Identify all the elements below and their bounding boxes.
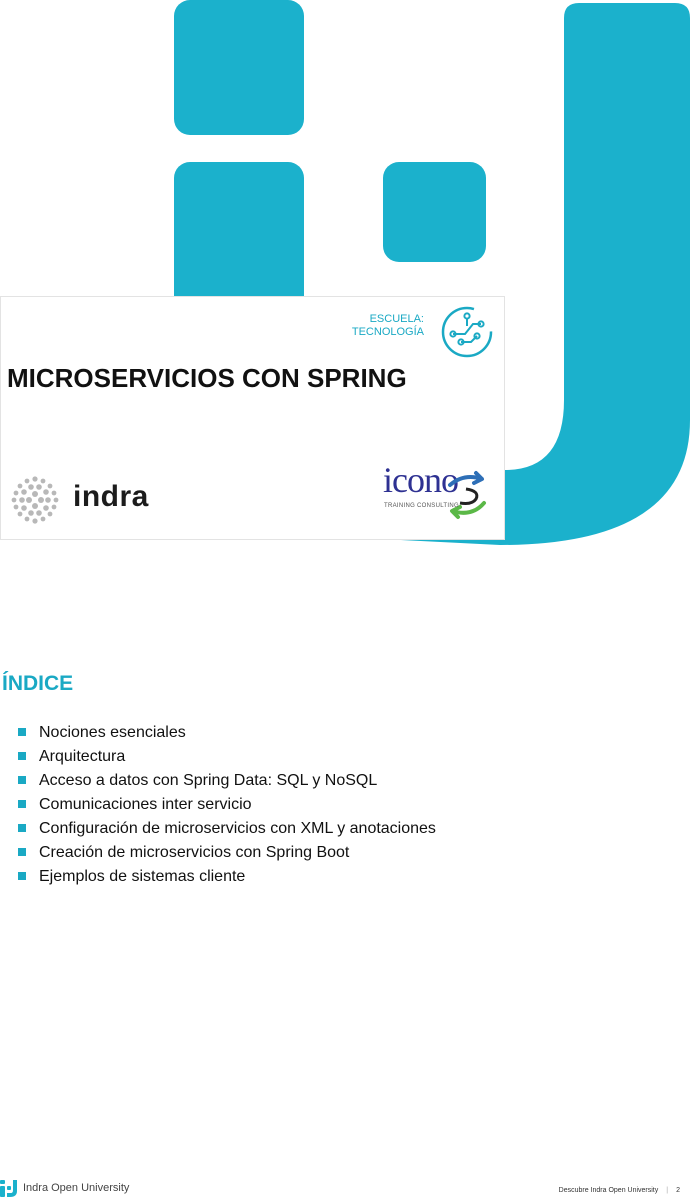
index-item [18,769,436,793]
indra-logo-text: indra [73,480,149,513]
index-item [18,865,436,889]
index-item [18,793,436,817]
index-item-label: Comunicaciones inter servicio [39,796,252,813]
index-item-label: Configuración de microservicios con XML y anotaciones [39,820,436,837]
partner-logo-arrows-icon [446,469,490,527]
index-item-label: Creación de microservicios con Spring Boot [39,844,350,861]
square-bullet-icon [18,752,26,760]
partner-logo-subtext: TRAINING CONSULTING [384,503,459,509]
school-label-line1: ESCUELA: [369,313,424,325]
technology-circuit-icon [441,306,493,358]
school-label-line2: TECNOLOGÍA [351,326,424,338]
footer-info [559,1187,680,1194]
index-list [18,721,436,889]
index-item-label: Acceso a datos con Spring Data: SQL y NoSQL [39,772,378,789]
indra-open-university-logo-icon [0,1180,18,1197]
square-bullet-icon [18,800,26,808]
footer-right-text: Descubre Indra Open University [558,1187,659,1194]
index-item-label: Arquitectura [39,748,126,765]
square-bullet-icon [18,872,26,880]
index-heading: ÍNDICE [2,672,74,695]
index-item [18,721,436,745]
index-item [18,841,436,865]
square-bullet-icon [18,824,26,832]
cover-card [0,296,505,540]
indra-dots-logo-icon [10,475,60,525]
cover-title: MICROSERVICIOS CON SPRING [7,363,407,393]
index-item [18,745,436,769]
footer-separator: | [666,1187,669,1194]
index-item-label: Nociones esenciales [39,724,186,741]
square-bullet-icon [18,728,26,736]
page-number: 2 [676,1187,680,1194]
index-item [18,817,436,841]
partner-logo-text: icono [383,460,458,500]
index-item-label: Ejemplos de sistemas cliente [39,868,246,885]
school-label [352,313,424,339]
square-bullet-icon [18,848,26,856]
footer-brand: Indra Open University [23,1182,130,1194]
square-bullet-icon [18,776,26,784]
